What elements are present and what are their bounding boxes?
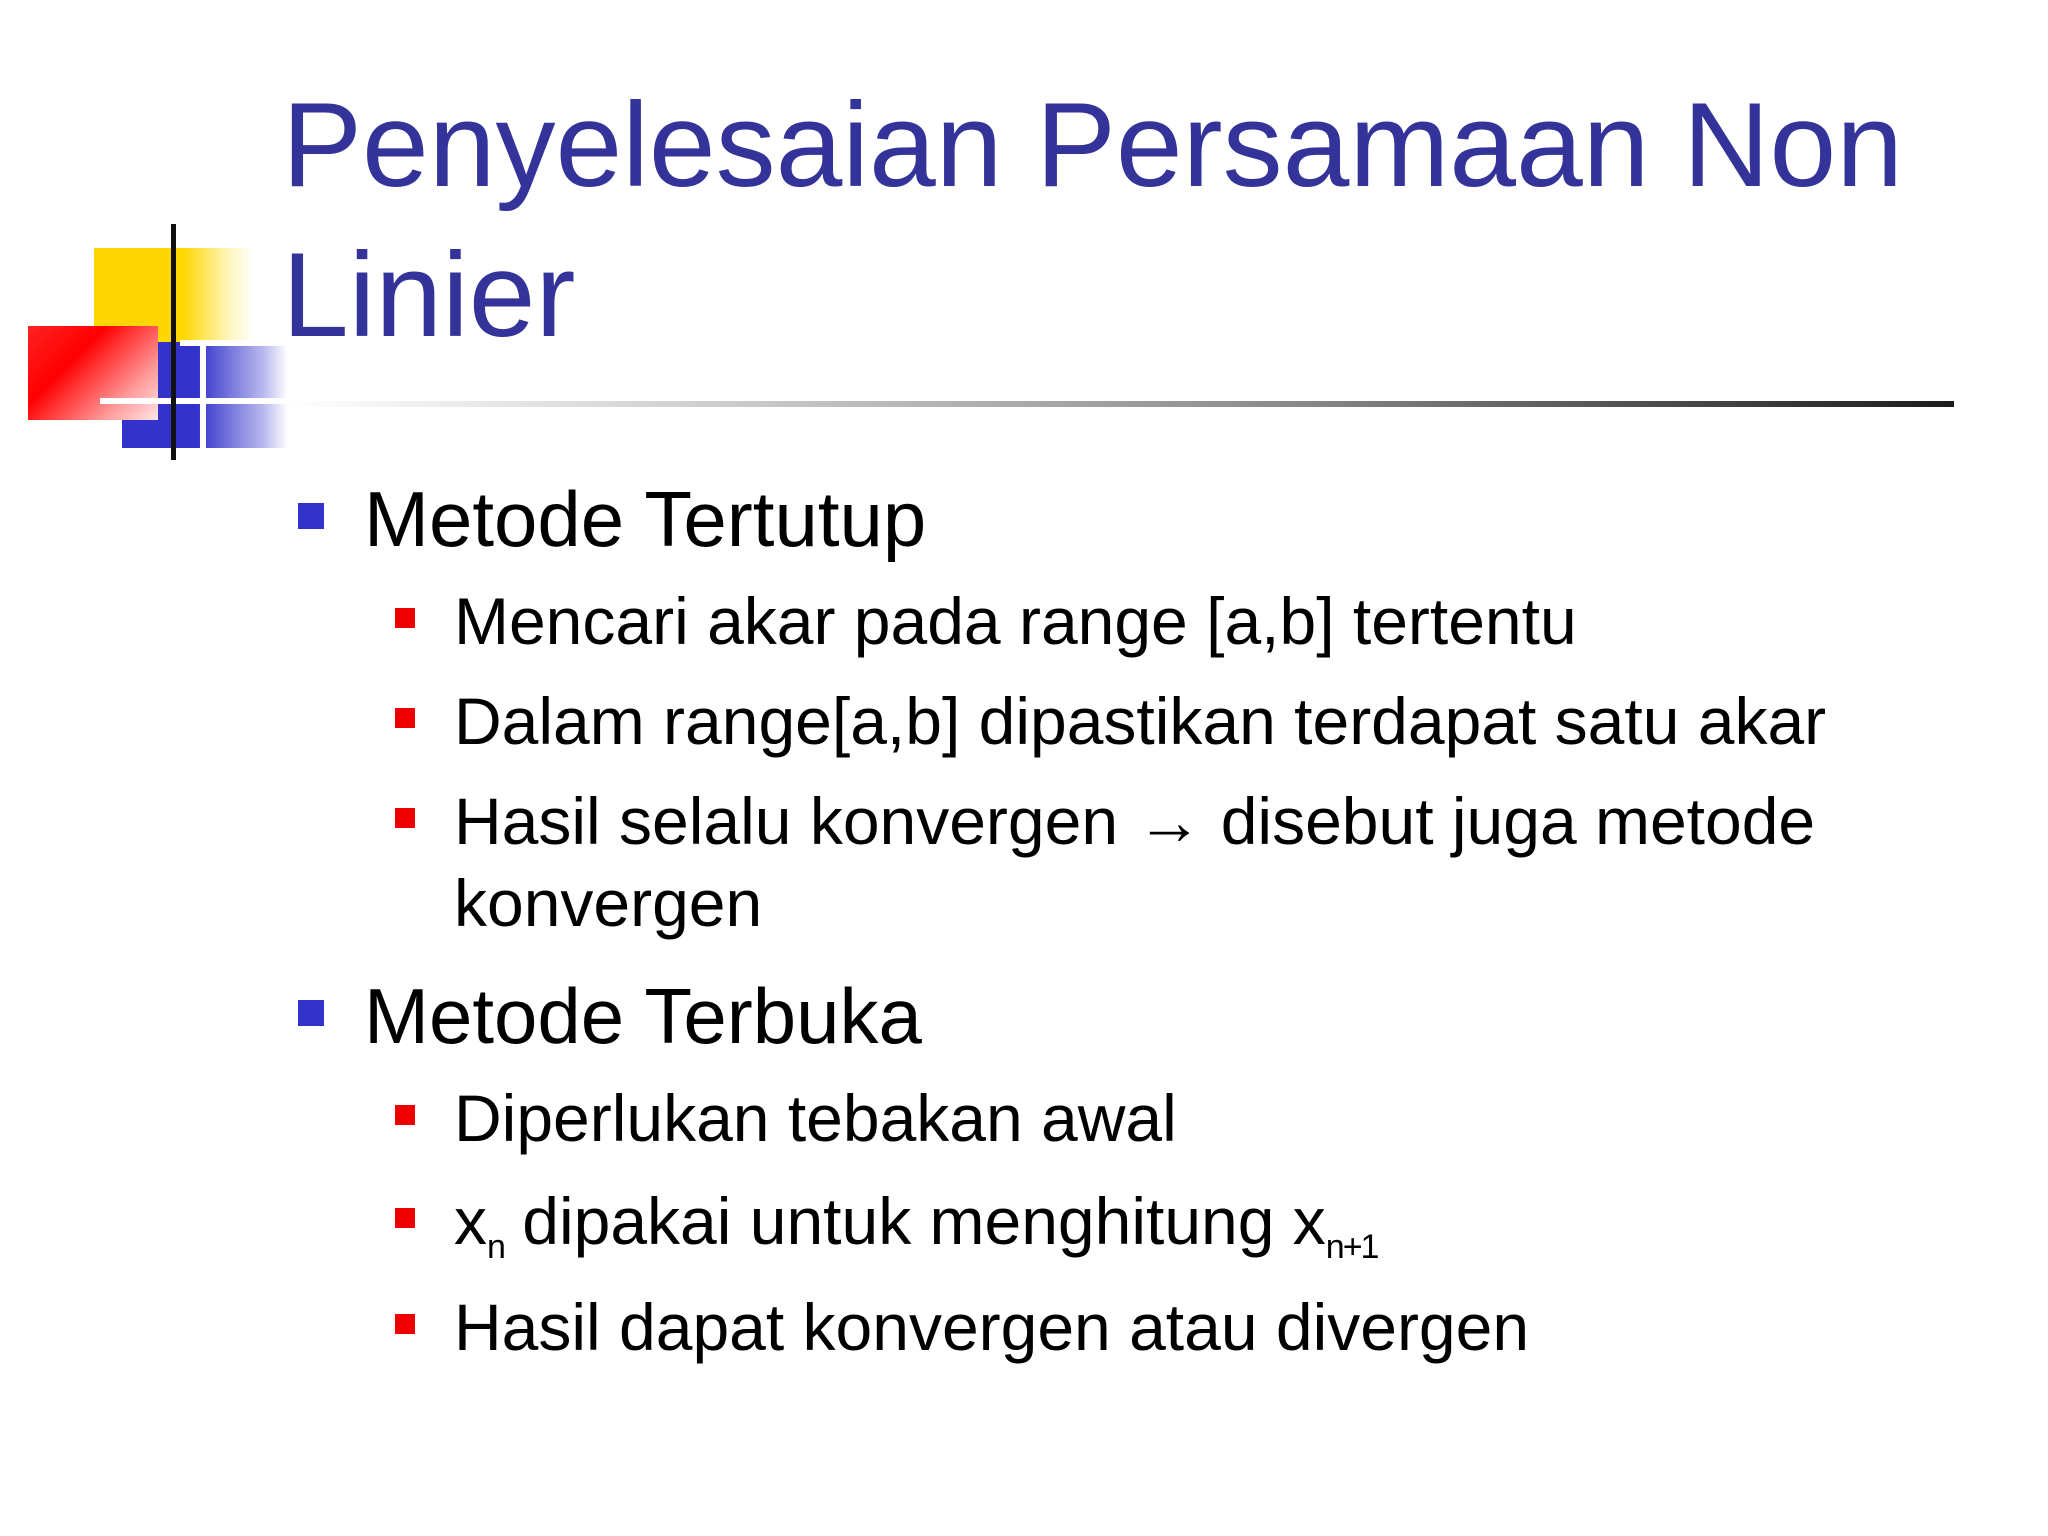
section-heading: Metode Terbuka	[364, 972, 922, 1060]
list-item	[454, 780, 1934, 944]
level2-bullet-icon	[395, 608, 415, 628]
subscript: n	[487, 1228, 504, 1266]
level2-bullet-icon	[395, 1105, 415, 1125]
list-item: Mencari akar pada range [a,b] tertentu	[454, 584, 1577, 658]
level2-bullet-icon	[395, 1314, 415, 1334]
list-item: Hasil dapat konvergen atau divergen	[454, 1290, 1530, 1364]
variable-x: x	[454, 1184, 487, 1258]
list-item-line: konvergen	[454, 866, 763, 940]
level1-bullet-icon	[298, 503, 324, 529]
variable-x: x	[1292, 1184, 1326, 1258]
section-heading: Metode Tertutup	[364, 475, 927, 563]
level2-bullet-icon	[395, 808, 415, 828]
list-item-text: dipakai untuk menghitung	[503, 1184, 1293, 1258]
level2-bullet-icon	[395, 1208, 415, 1228]
list-item: Diperlukan tebakan awal	[454, 1081, 1177, 1155]
list-item: Dalam range[a,b] dipastikan terdapat satu akar	[454, 684, 1827, 758]
slide-title: Penyelesaian Persamaan Non Linier	[282, 78, 1903, 362]
level2-bullet-icon	[395, 708, 415, 728]
level1-bullet-icon	[298, 1000, 324, 1026]
subscript: n+1	[1325, 1228, 1378, 1266]
list-item-line: Hasil selalu konvergen → disebut juga metode	[454, 784, 1816, 858]
list-item	[454, 1180, 1934, 1288]
